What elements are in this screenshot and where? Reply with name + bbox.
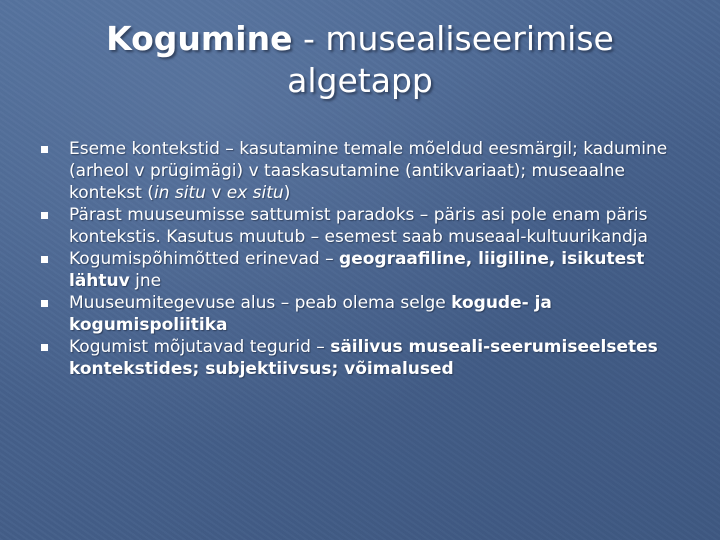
slide-title (40, 18, 680, 102)
title-line-2: algetapp (287, 61, 433, 100)
bullet-item-policy (40, 292, 680, 336)
bullet-text: Kogumist mõjutavad tegurid – (69, 337, 331, 357)
bullet-bold-text: säilivus museali-seerumiseelsetes kontekstides; subjektiivsus; võimalused (69, 337, 658, 379)
bullet-bold-text: geograafiline, liigiline, isikutest lähtuv (69, 249, 645, 291)
title-bold-part: Kogumine (106, 19, 293, 58)
bullet-text: Muuseumitegevuse alus – peab olema selge (69, 293, 452, 313)
bullet-text: Kogumispõhimõtted erinevad – (69, 249, 340, 269)
bullet-item-factors (40, 336, 680, 380)
title-rest: - musealiseerimise (292, 19, 614, 58)
bullet-bold-text: kogude- ja kogumispoliitika (69, 293, 552, 335)
bullet-italic-in-situ: in situ (153, 183, 206, 203)
bullet-list (40, 138, 680, 380)
bullet-item-contexts (40, 138, 680, 204)
bullet-text: ) (283, 183, 291, 203)
bullet-text: Eseme kontekstid – kasutamine temale mõeldud eesmärgil; kadumine (arheol v prügimägi) v taaskasutamine (antikvariaat); museaalne kontekst ( (69, 139, 668, 203)
bullet-text: Pärast muuseumisse sattumist paradoks – päris asi pole enam päris kontekstis. Kasutus muutub – esemest saab museaal-kultuurikandja (69, 205, 648, 247)
square-bullet-icon (41, 300, 48, 307)
square-bullet-icon (41, 256, 48, 263)
bullet-item-paradox (40, 204, 680, 248)
bullet-item-principles (40, 248, 680, 292)
bullet-text: v (205, 183, 227, 203)
square-bullet-icon (41, 146, 48, 153)
square-bullet-icon (41, 212, 48, 219)
bullet-italic-ex-situ: ex situ (226, 183, 284, 203)
square-bullet-icon (41, 344, 48, 351)
bullet-text: jne (129, 271, 162, 291)
